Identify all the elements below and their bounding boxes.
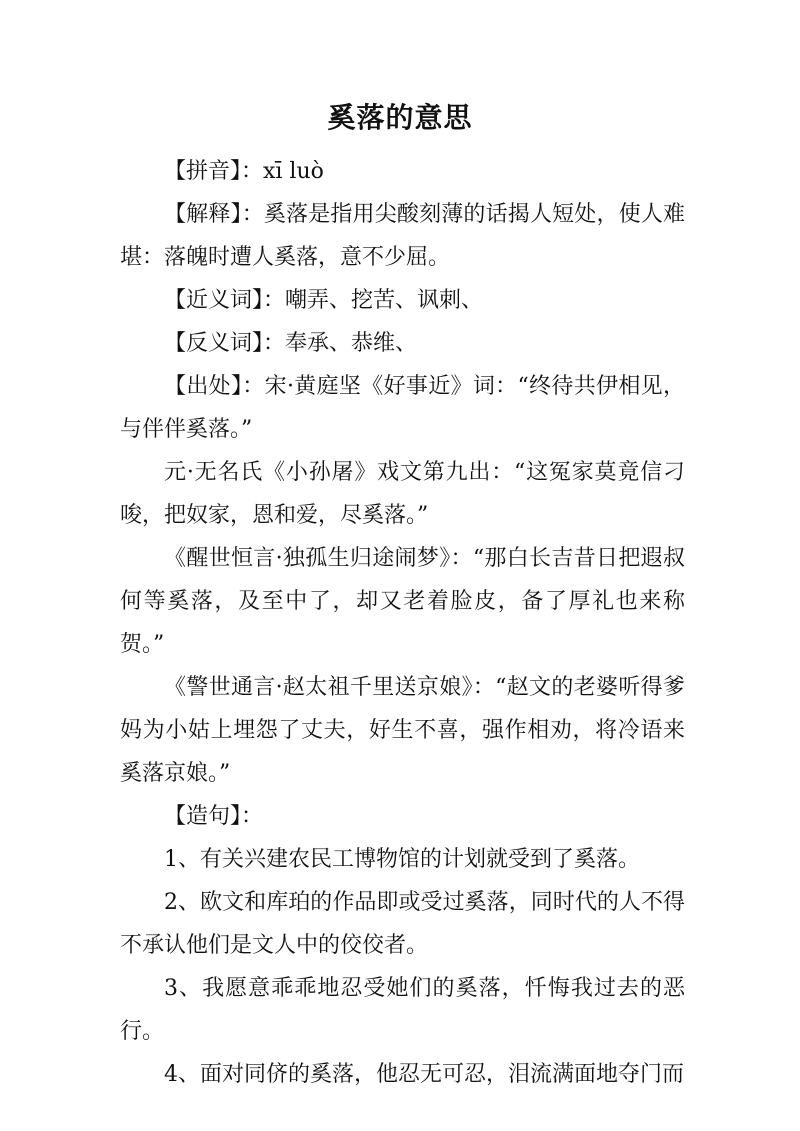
synonyms-paragraph: 【近义词】：嘲弄、挖苦、讽刺、 [164,288,484,313]
example-sentence-3: 3、我愿意乖乖地忍受她们的奚落，忏悔我过去的恶行。 [120,976,685,1044]
antonyms-paragraph: 【反义词】：奉承、恭维、 [164,331,418,356]
definition-paragraph: 【解释】：奚落是指用尖酸刻薄的话揭人短处，使人难堪：落魄时遭人奚落，意不少屈。 [120,202,685,270]
source-paragraph-xingshi: 《醒世恒言·独孤生归途闹梦》：“那白长吉昔日把遐叔何等奚落，及至中了，却又老着脸皮，备了厚礼也来称贺。” [120,546,685,657]
document-title: 奚落的意思 [327,101,473,134]
example-sentence-2: 2、欧文和库珀的作品即或受过奚落，同时代的人不得不承认他们是文人中的佼佼者。 [120,890,685,958]
example-sentence-1: 1、有关兴建农民工博物馆的计划就受到了奚落。 [164,847,640,872]
source-paragraph-jingshi: 《警世通言·赵太祖千里送京娘》：“赵文的老婆听得爹妈为小姑上埋怨了丈夫，好生不喜，强作相劝，将冷语来奚落京娘。” [120,675,685,786]
example-sentence-4: 4、面对同侪的奚落，他忍无可忍，泪流满面地夺门而 [164,1062,684,1087]
source-paragraph-yuan: 元·无名氏《小孙屠》戏文第九出：“这冤家莫竟信刁唆，把奴家，恩和爱，尽奚落。” [120,460,685,528]
document-body [120,150,685,1096]
example-sentences-heading: 【造句】： [164,804,264,829]
source-paragraph: 【出处】：宋·黄庭坚《好事近》词：“终待共伊相见，与伴伴奚落。” [120,374,685,442]
pinyin-paragraph: 【拼音】：xī luò [164,159,324,184]
